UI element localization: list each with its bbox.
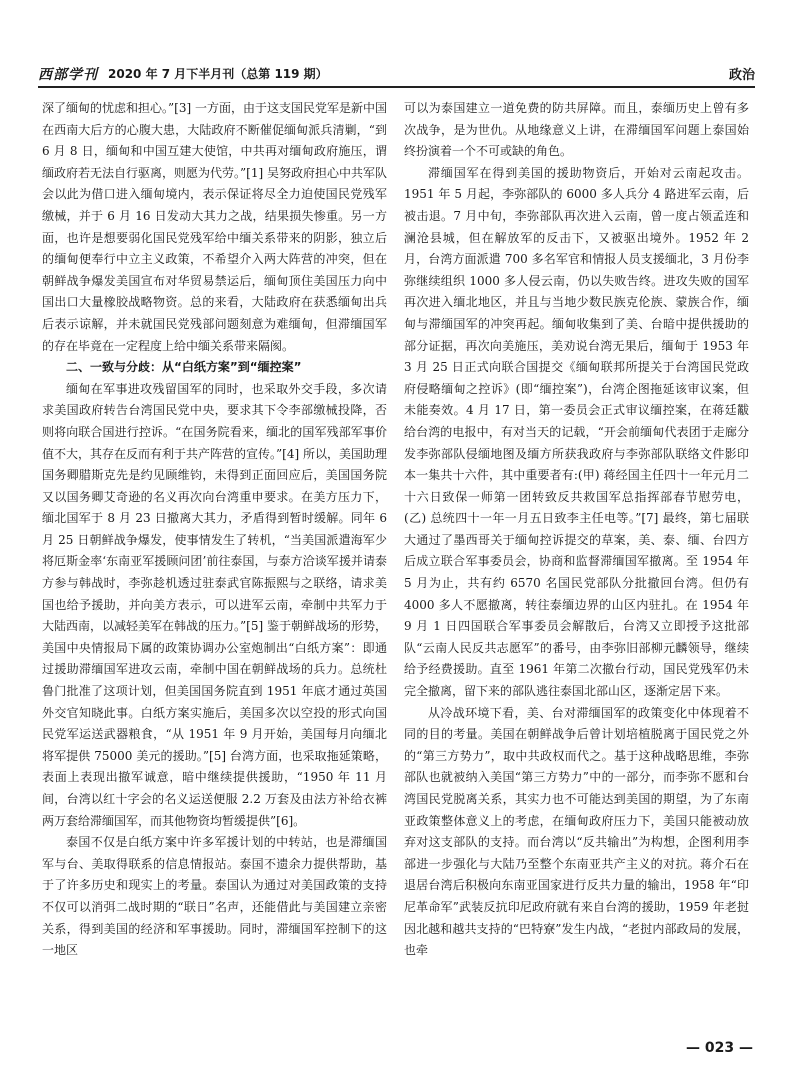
paragraph: 缅甸在军事进攻残留国军的同时，也采取外交手段，多次请求美国政府转告台湾国民党中央，要求其下令李部缴械投降，否则将向联合国进行控诉。“在国务院看来，缅北的国军残部军事价值不大，其存在反而有利于共产阵营的宣传。”[4] 所以，美国助理国务卿腊斯克先是约见顾维钧，未得到正面回应后，美国国务院又以国务卿艾奇逊的名义再次向台湾重申要求。在美方压力下，缅北国军于 8 月 23 日撤离大其力，矛盾得到暂时缓解。同年 6 月 25 日朝鲜战争爆发，使事情发生了转机，“当美国派遣海军少将厄斯金率‘东南亚军援顾问团’前往泰国，与泰方洽谈军援并请泰方参与韩战时，李弥趁机透过驻泰武官陈振熙与之联络，请求美国也给予援助，并向美方表示，可以进军云南，牵制中共军力于大陆西南，以减轻美军在韩战的压力。”[5] 鉴于朝鲜战场的形势，美国中央情报局下属的政策协调办公室炮制出“白纸方案”：即通过援助滞缅国军进攻云南，牵制中国在朝鲜战场的兵力。总统杜鲁门批准了这项计划，但美国国务院直到 1951 年底才通过英国外交官知晓此事。白纸方案实施后，美国多次以空投的形式向国民党军运送武器粮食，“从 1951 年 9 月开始，美国每月向缅北将军提供 75000 美元的援助。”[5] 台湾方面，也采取拖延策略，表面上表现出撤军诚意，暗中继续提供援助，“1950 年 11 月间，台湾以红十字会的名义运送便服 2.2 万套及由法方补给衣裤两万套给滞缅国军，而其他物资均暂缓提供”[6]。: [42, 381, 387, 828]
section-name: 政治: [728, 68, 755, 83]
paragraph: 可以为泰国建立一道免费的防共屏障。而且，泰缅历史上曾有多次战争，是为世仇。从地缘意义上讲，在滞缅国军问题上泰国始终扮演着一个不可或缺的角色。: [404, 101, 749, 159]
journal-logo: 西部学刊: [38, 67, 98, 83]
section-heading: 二、一致与分歧：从“白纸方案”到“缅控案”: [66, 360, 302, 375]
page-header: [38, 62, 755, 88]
issue-info: 2020 年 7 月下半月刊（总第 119 期）: [108, 67, 328, 81]
paragraph: 深了缅甸的忧虑和担心。”[3] 一方面，由于这支国民党军是新中国在西南大后方的心腹大患，大陆政府不断催促缅甸派兵清剿，“到 6 月 8 日，缅甸和中国互建大使馆，中共再对缅甸政府施压，谓缅政府若无法自行驱离，则愿为代劳。”[1] 吴努政府担心中共军队会以此为借口进入缅甸境内，表示保证将尽全力迫使国民党残军缴械，并于 6 月 16 日发动大其力之战，结果损失惨重。另一方面，也许是想要弱化国民党残军给中缅关系带来的阴影，独立后的缅甸便奉行中立主义政策，不希望介入两大阵营的冲突，但在朝鲜战争爆发美国宣布对华贸易禁运后，缅甸顶住美国压力向中国出口大量橡胶战略物资。总的来看，大陆政府在获悉缅甸出兵后表示谅解，并未就国民党残部问题刻意为难缅甸，但滞缅国军的存在毕竟在一定程度上给中缅关系带来隔阂。: [42, 101, 387, 353]
paragraph: 从冷战环境下看，美、台对滞缅国军的政策变化中体现着不同的目的考量。美国在朝鲜战争后曾计划培植脱离于国民党之外的“第三方势力”，取中共政权而代之。基于这种战略思维，李弥部队也就被纳入美国“第三方势力”中的一部分，而李弥不愿和台湾国民党脱离关系，其实力也不可能达到美国的期望，为了东南亚政策整体意义上的考虑，在缅甸政府压力下，美国只能被动放弃对这支部队的支持。而台湾以“反共输出”为构想，企图利用李部进一步强化与大陆乃至整个东南亚共产主义的对抗。蒋介石在退居台湾后积极向东南亚国家进行反共力量的输出，1958 年“印尼革命军”武装反抗印尼政府就有来自台湾的援助，1959 年老挝因北越和越共支持的“巴特寮”发生内战，“老挝内部政局的发展，也牵: [404, 705, 749, 958]
page-number: — 023 —: [686, 1040, 753, 1056]
paragraph: 滞缅国军在得到美国的援助物资后，开始对云南起攻击。1951 年 5 月起，李弥部队的 6000 多人兵分 4 路进军云南，后被击退。7 月中旬，李弥部队再次进入云南，曾一度占领孟连和澜沧县城，但在解放军的反击下，又被驱出境外。1952 年 2 月，台湾方面派遣 700 多名军官和情报人员支援缅北，3 月份李弥继续组织 1000 多人侵云南，仍以失败告终。进攻失败的国军再次进入缅北地区，并且与当地少数民族克伦族、蒙族合作，缅甸与滞缅国军的冲突再起。缅甸收集到了美、台暗中提供援助的部分证据，再次向美施压，美劝说台湾无果后，缅甸于 1953 年 3 月 25 日正式向联合国提交《缅甸联邦所提关于台湾国民党政府侵略缅甸之控诉》(即“缅控案”)，台湾企图拖延该审议案，但未能奏效。4 月 17 日，第一委员会正式审议缅控案，在蒋廷黻给台湾的电报中，有对当天的记载，“开会前缅甸代表团于走廊分发李弥部队侵缅地图及缅方所获我政府与李弥部队联络文件影印本一集共十六件，其中重要者有:(甲) 蒋经国主任四十一年元月二十六日致保一师第一团转致反共救国军总指挥部春节慰劳电，(乙) 总统四十一年一月五日致李主任电等。”[7] 最终，第七届联大通过了墨西哥关于缅甸控诉提交的草案，美、泰、缅、台四方后成立联合军事委员会，协商和监督滞缅国军撤离。至 1954 年 5 月为止，共有约 6570 名国民党部队分批撤回台湾。但仍有 4000 多人不愿撤离，转往泰缅边界的山区内驻扎。在 1954 年 9 月 1 日四国联合军事委员会解散后，台湾又立即授予这批部队“云南人民反共志愿军”的番号，由李弥旧部柳元麟领导，继续给予经费援助。直至 1961 年第二次撤台行动，国民党残军仍未完全撤离，留下来的部队逃往泰国北部山区，逐渐定居下来。: [404, 165, 749, 699]
right-column: [404, 98, 749, 962]
paragraph: 泰国不仅是白纸方案中许多军援计划的中转站，也是滞缅国军与台、美取得联系的信息情报站。泰国不遗余力提供帮助，基于了许多历史和现实上的考量。泰国认为通过对美国政策的支持不仅可以消弭二战时期的“联日”名声，还能借此与美国建立亲密关系，得到美国的经济和军事援助。同时，滞缅国军控制下的这一地区: [42, 835, 387, 958]
left-column: [42, 98, 387, 962]
